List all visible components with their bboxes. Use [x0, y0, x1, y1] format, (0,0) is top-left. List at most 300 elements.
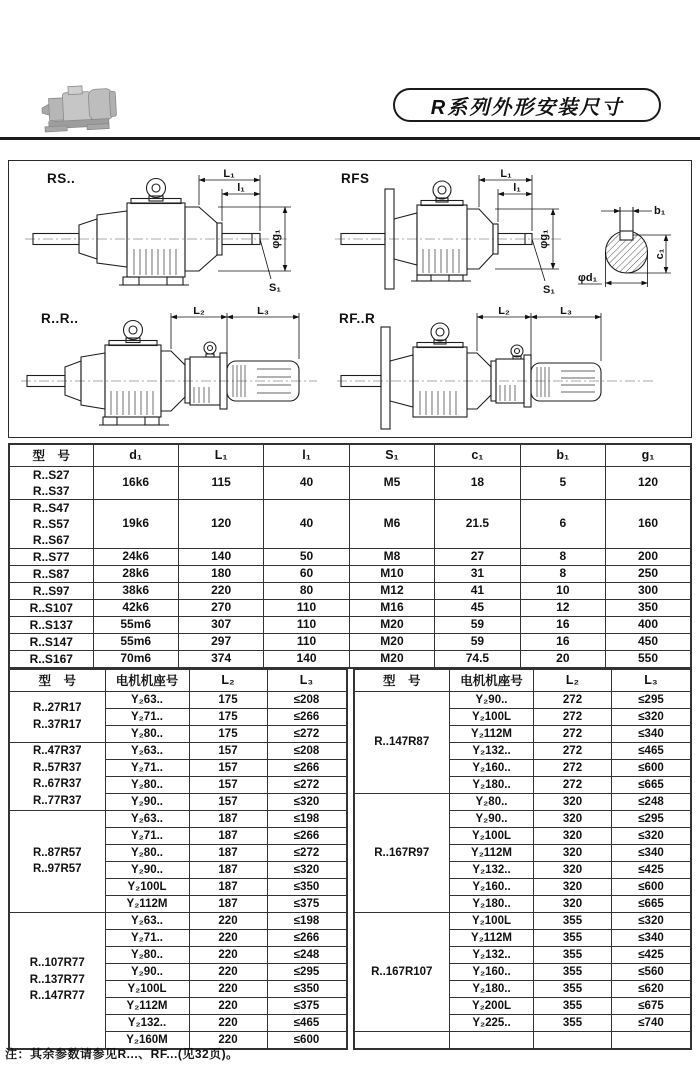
value-cell: ≤340: [612, 930, 692, 947]
value-cell: ≤375: [267, 895, 347, 912]
value-cell: 59: [435, 616, 520, 633]
diagram-label-rfs: RFS: [341, 171, 370, 186]
model-name: R..S87: [32, 566, 70, 581]
header-divider: [0, 137, 700, 140]
value-cell: Y₂160..: [450, 964, 534, 981]
value-cell: 272: [534, 742, 612, 759]
value-cell: 42k6: [93, 599, 178, 616]
model-cell: [9, 742, 105, 810]
value-cell: 250: [606, 565, 691, 582]
value-cell: Y₂132..: [450, 947, 534, 964]
value-cell: Y₂63..: [105, 810, 189, 827]
model-name: R..S27: [32, 467, 70, 482]
value-cell: ≤272: [267, 776, 347, 793]
value-cell: 187: [189, 827, 267, 844]
value-cell: 320: [534, 810, 612, 827]
column-header: 型 号: [9, 444, 93, 466]
column-header: 电机机座号: [105, 669, 189, 691]
value-cell: Y₂160..: [450, 759, 534, 776]
value-cell: Y₂160..: [450, 879, 534, 896]
footnote: 注：其余参数请参见R...、RF...(见32页)。: [5, 1047, 239, 1061]
value-cell: ≤320: [267, 793, 347, 810]
value-cell: Y₂80..: [105, 946, 189, 963]
value-cell: 18: [435, 466, 520, 499]
model-name: R..S167: [29, 651, 73, 666]
value-cell: 550: [606, 650, 691, 668]
table-row: [9, 691, 347, 708]
value-cell: 320: [534, 861, 612, 878]
value-cell: 157: [189, 742, 267, 759]
model-cell: [9, 582, 93, 599]
value-cell: 320: [534, 896, 612, 913]
value-cell: Y₂80..: [105, 725, 189, 742]
model-name: R..167R97: [374, 846, 430, 859]
table-row: [9, 582, 691, 599]
value-cell: 38k6: [93, 582, 178, 599]
value-cell: ≤320: [612, 708, 692, 725]
motor-mount-tables: [8, 668, 692, 1050]
dim-label-L3: L₃: [560, 307, 572, 317]
value-cell: ≤425: [612, 947, 692, 964]
drawings-panel: [8, 160, 692, 438]
value-cell: Y₂90..: [105, 861, 189, 878]
column-header: c₁: [435, 444, 520, 466]
model-name: R..167R107: [371, 966, 433, 979]
value-cell: 27: [435, 548, 520, 565]
table-row: [354, 913, 692, 930]
table-row: [9, 650, 691, 668]
value-cell: 41: [435, 582, 520, 599]
value-cell: Y₂90..: [105, 963, 189, 980]
value-cell: 220: [189, 912, 267, 929]
dim-label-l1: l₁: [237, 182, 245, 194]
header-row: [354, 669, 692, 691]
value-cell: 157: [189, 759, 267, 776]
table-row: [9, 565, 691, 582]
table-row: [9, 466, 691, 499]
model-name: R..37R17: [32, 718, 82, 731]
value-cell: ≤665: [612, 776, 692, 793]
value-cell: 272: [534, 691, 612, 708]
value-cell: 355: [534, 964, 612, 981]
dim-label-L1: L₁: [223, 168, 235, 180]
value-cell: 50: [264, 548, 349, 565]
model-name: R..87R57: [32, 846, 82, 859]
value-cell: 16: [520, 633, 605, 650]
value-cell: Y₂71..: [105, 708, 189, 725]
value-cell: 355: [534, 947, 612, 964]
dim-label-g1: φg₁: [270, 229, 282, 249]
value-cell: Y₂132..: [105, 1014, 189, 1031]
model-name: R..S147: [29, 634, 73, 649]
model-cell: [9, 616, 93, 633]
value-cell: ≤600: [267, 1031, 347, 1049]
value-cell: 220: [178, 582, 263, 599]
value-cell: 110: [264, 599, 349, 616]
header-row: [9, 669, 347, 691]
value-cell: 175: [189, 725, 267, 742]
value-cell: Y₂71..: [105, 827, 189, 844]
value-cell: 45: [435, 599, 520, 616]
value-cell: 320: [534, 793, 612, 810]
dim-label-S1: S₁: [543, 284, 555, 296]
value-cell: 200: [606, 548, 691, 565]
value-cell: 19k6: [93, 499, 178, 548]
model-name: R..S77: [32, 549, 70, 564]
value-cell: 187: [189, 844, 267, 861]
value-cell: Y₂112M: [450, 930, 534, 947]
column-header: 型 号: [9, 669, 105, 691]
value-cell: M10: [349, 565, 434, 582]
value-cell: M6: [349, 499, 434, 548]
column-header: d₁: [93, 444, 178, 466]
value-cell: ≤266: [267, 708, 347, 725]
diagram-label-rfr: RF..R: [339, 311, 376, 326]
value-cell: 28k6: [93, 565, 178, 582]
value-cell: 220: [189, 963, 267, 980]
value-cell: ≤248: [612, 793, 692, 810]
value-cell: 70m6: [93, 650, 178, 668]
table-row: [354, 1032, 692, 1049]
model-name: R..S137: [29, 617, 73, 632]
value-cell: ≤675: [612, 998, 692, 1015]
value-cell: 20: [520, 650, 605, 668]
value-cell: 355: [534, 981, 612, 998]
value-cell: Y₂100L: [450, 827, 534, 844]
value-cell: Y₂200L: [450, 998, 534, 1015]
value-cell: ≤208: [267, 691, 347, 708]
model-name: R..S67: [32, 532, 70, 547]
model-cell: [9, 466, 93, 499]
value-cell: [450, 1032, 534, 1049]
value-cell: Y₂90..: [105, 793, 189, 810]
value-cell: 355: [534, 930, 612, 947]
motor-mount-table-left: [8, 668, 348, 1050]
column-header: l₁: [264, 444, 349, 466]
header-row: [9, 444, 691, 466]
model-cell: [354, 1032, 450, 1049]
motor-mount-table-right: [353, 668, 693, 1050]
column-header: S₁: [349, 444, 434, 466]
value-cell: M16: [349, 599, 434, 616]
value-cell: 187: [189, 810, 267, 827]
value-cell: Y₂180..: [450, 896, 534, 913]
value-cell: 55m6: [93, 633, 178, 650]
value-cell: 140: [264, 650, 349, 668]
value-cell: 307: [178, 616, 263, 633]
value-cell: 160: [606, 499, 691, 548]
value-cell: 355: [534, 1015, 612, 1032]
value-cell: ≤248: [267, 946, 347, 963]
value-cell: ≤295: [267, 963, 347, 980]
value-cell: 115: [178, 466, 263, 499]
value-cell: ≤600: [612, 759, 692, 776]
column-header: L₂: [189, 669, 267, 691]
value-cell: ≤465: [612, 742, 692, 759]
value-cell: 31: [435, 565, 520, 582]
value-cell: 8: [520, 565, 605, 582]
value-cell: ≤665: [612, 896, 692, 913]
value-cell: Y₂100L: [105, 878, 189, 895]
value-cell: 320: [534, 844, 612, 861]
value-cell: ≤320: [612, 827, 692, 844]
value-cell: 272: [534, 708, 612, 725]
value-cell: 8: [520, 548, 605, 565]
model-cell: [354, 691, 450, 793]
model-cell: [9, 565, 93, 582]
dim-label-g1: φg₁: [538, 229, 550, 249]
value-cell: 220: [189, 946, 267, 963]
value-cell: ≤320: [267, 861, 347, 878]
value-cell: Y₂80..: [450, 793, 534, 810]
value-cell: Y₂132..: [450, 742, 534, 759]
value-cell: 10: [520, 582, 605, 599]
value-cell: 175: [189, 708, 267, 725]
value-cell: 59: [435, 633, 520, 650]
value-cell: ≤295: [612, 810, 692, 827]
value-cell: [612, 1032, 692, 1049]
diagram-rs: [19, 167, 319, 301]
value-cell: 272: [534, 725, 612, 742]
value-cell: 320: [534, 827, 612, 844]
value-cell: Y₂71..: [105, 759, 189, 776]
shaft-dimensions-table: [8, 443, 692, 669]
dim-label-L2: L₂: [193, 307, 205, 317]
value-cell: 272: [534, 776, 612, 793]
value-cell: M8: [349, 548, 434, 565]
gearmotor-photo: [38, 78, 124, 136]
model-name: R..S107: [29, 600, 73, 615]
model-name: R..107R77: [29, 957, 85, 970]
value-cell: M20: [349, 616, 434, 633]
value-cell: Y₂63..: [105, 691, 189, 708]
model-name: R..77R37: [32, 794, 82, 807]
diagram-label-rs: RS..: [47, 171, 76, 186]
value-cell: 187: [189, 895, 267, 912]
value-cell: Y₂132..: [450, 861, 534, 878]
value-cell: ≤198: [267, 810, 347, 827]
value-cell: ≤198: [267, 912, 347, 929]
value-cell: Y₂100L: [450, 708, 534, 725]
diagram-label-rr: R..R..: [41, 311, 79, 326]
value-cell: Y₂90..: [450, 810, 534, 827]
value-cell: M20: [349, 650, 434, 668]
model-cell: [9, 912, 105, 1049]
value-cell: 220: [189, 1014, 267, 1031]
value-cell: 220: [189, 929, 267, 946]
value-cell: 12: [520, 599, 605, 616]
dim-label-d1: φd₁: [578, 272, 598, 284]
value-cell: 80: [264, 582, 349, 599]
value-cell: 187: [189, 861, 267, 878]
value-cell: 187: [189, 878, 267, 895]
value-cell: 220: [189, 980, 267, 997]
value-cell: 175: [189, 691, 267, 708]
value-cell: Y₂225..: [450, 1015, 534, 1032]
value-cell: ≤340: [612, 844, 692, 861]
model-cell: [9, 810, 105, 912]
value-cell: ≤465: [267, 1014, 347, 1031]
value-cell: ≤266: [267, 759, 347, 776]
value-cell: ≤560: [612, 964, 692, 981]
value-cell: 21.5: [435, 499, 520, 548]
model-cell: [354, 793, 450, 912]
value-cell: 374: [178, 650, 263, 668]
value-cell: 220: [189, 997, 267, 1014]
value-cell: 297: [178, 633, 263, 650]
value-cell: ≤350: [267, 878, 347, 895]
model-cell: [9, 691, 105, 742]
value-cell: ≤272: [267, 844, 347, 861]
value-cell: Y₂100L: [105, 980, 189, 997]
value-cell: 74.5: [435, 650, 520, 668]
value-cell: M12: [349, 582, 434, 599]
value-cell: Y₂112M: [105, 895, 189, 912]
model-name: R..147R87: [374, 735, 430, 748]
model-name: R..67R37: [32, 778, 82, 790]
model-cell: [9, 633, 93, 650]
value-cell: 16k6: [93, 466, 178, 499]
column-header: b₁: [520, 444, 605, 466]
model-name: R..S97: [32, 583, 70, 598]
value-cell: 120: [606, 466, 691, 499]
table-row: [9, 599, 691, 616]
value-cell: 450: [606, 633, 691, 650]
model-cell: [9, 599, 93, 616]
model-name: R..137R77: [29, 973, 85, 986]
value-cell: 355: [534, 913, 612, 930]
model-name: R..97R57: [32, 863, 82, 875]
value-cell: 110: [264, 616, 349, 633]
table-row: [9, 912, 347, 929]
value-cell: 320: [534, 879, 612, 896]
model-cell: [9, 650, 93, 668]
value-cell: Y₂80..: [105, 844, 189, 861]
model-name: R..147R77: [29, 990, 85, 1003]
value-cell: ≤266: [267, 827, 347, 844]
column-header: g₁: [606, 444, 691, 466]
table-row: [9, 499, 691, 548]
value-cell: ≤272: [267, 725, 347, 742]
value-cell: 6: [520, 499, 605, 548]
value-cell: Y₂160M: [105, 1031, 189, 1049]
diagram-rfs: [331, 167, 571, 301]
value-cell: ≤350: [267, 980, 347, 997]
value-cell: 270: [178, 599, 263, 616]
value-cell: 5: [520, 466, 605, 499]
value-cell: ≤740: [612, 1015, 692, 1032]
model-name: R..S37: [32, 483, 70, 498]
value-cell: Y₂80..: [105, 776, 189, 793]
value-cell: ≤620: [612, 981, 692, 998]
value-cell: 300: [606, 582, 691, 599]
value-cell: ≤208: [267, 742, 347, 759]
column-header: L₁: [178, 444, 263, 466]
value-cell: M20: [349, 633, 434, 650]
diagram-shaft-section: [575, 189, 687, 301]
value-cell: 16: [520, 616, 605, 633]
model-name: R..47R37: [32, 745, 82, 757]
value-cell: 350: [606, 599, 691, 616]
model-name: R..S47: [32, 500, 70, 515]
value-cell: 40: [264, 466, 349, 499]
value-cell: ≤600: [612, 879, 692, 896]
table-row: [9, 810, 347, 827]
table-row: [9, 633, 691, 650]
value-cell: 157: [189, 776, 267, 793]
dim-label-c1: c₁: [654, 248, 666, 260]
model-cell: [354, 913, 450, 1032]
value-cell: 120: [178, 499, 263, 548]
value-cell: 110: [264, 633, 349, 650]
value-cell: Y₂112M: [450, 725, 534, 742]
value-cell: 272: [534, 759, 612, 776]
value-cell: 60: [264, 565, 349, 582]
dim-label-L2: L₂: [498, 307, 510, 317]
diagram-rfr: [333, 307, 683, 435]
value-cell: Y₂112M: [450, 844, 534, 861]
value-cell: [534, 1032, 612, 1049]
title-badge: [393, 88, 661, 122]
value-cell: ≤295: [612, 691, 692, 708]
value-cell: 140: [178, 548, 263, 565]
value-cell: Y₂90..: [450, 691, 534, 708]
dim-label-L3: L₃: [257, 307, 269, 317]
value-cell: 400: [606, 616, 691, 633]
value-cell: M5: [349, 466, 434, 499]
model-name: R..S57: [32, 516, 70, 531]
table-row: [9, 548, 691, 565]
table-row: [354, 793, 692, 810]
value-cell: 55m6: [93, 616, 178, 633]
model-cell: [9, 499, 93, 548]
value-cell: ≤375: [267, 997, 347, 1014]
table-row: [9, 742, 347, 759]
value-cell: Y₂100L: [450, 913, 534, 930]
value-cell: 157: [189, 793, 267, 810]
page-title: R系列外形安装尺寸: [430, 96, 624, 119]
value-cell: 24k6: [93, 548, 178, 565]
model-name: R..27R17: [32, 702, 82, 714]
column-header: L₃: [267, 669, 347, 691]
value-cell: 40: [264, 499, 349, 548]
model-cell: [9, 548, 93, 565]
dim-label-b1: b₁: [654, 205, 666, 217]
value-cell: Y₂180..: [450, 981, 534, 998]
value-cell: ≤340: [612, 725, 692, 742]
dim-label-L1: L₁: [500, 168, 512, 180]
table-row: [354, 691, 692, 708]
value-cell: Y₂71..: [105, 929, 189, 946]
value-cell: Y₂63..: [105, 912, 189, 929]
dim-label-l1: l₁: [513, 182, 521, 194]
column-header: L₃: [612, 669, 692, 691]
column-header: L₂: [534, 669, 612, 691]
dim-label-S1: S₁: [269, 282, 281, 294]
column-header: 型 号: [354, 669, 450, 691]
column-header: 电机机座号: [450, 669, 534, 691]
value-cell: 220: [189, 1031, 267, 1049]
value-cell: ≤425: [612, 861, 692, 878]
value-cell: 180: [178, 565, 263, 582]
value-cell: Y₂180..: [450, 776, 534, 793]
value-cell: ≤320: [612, 913, 692, 930]
value-cell: Y₂63..: [105, 742, 189, 759]
value-cell: 355: [534, 998, 612, 1015]
diagram-rr: [17, 307, 339, 435]
value-cell: ≤266: [267, 929, 347, 946]
table-row: [9, 616, 691, 633]
